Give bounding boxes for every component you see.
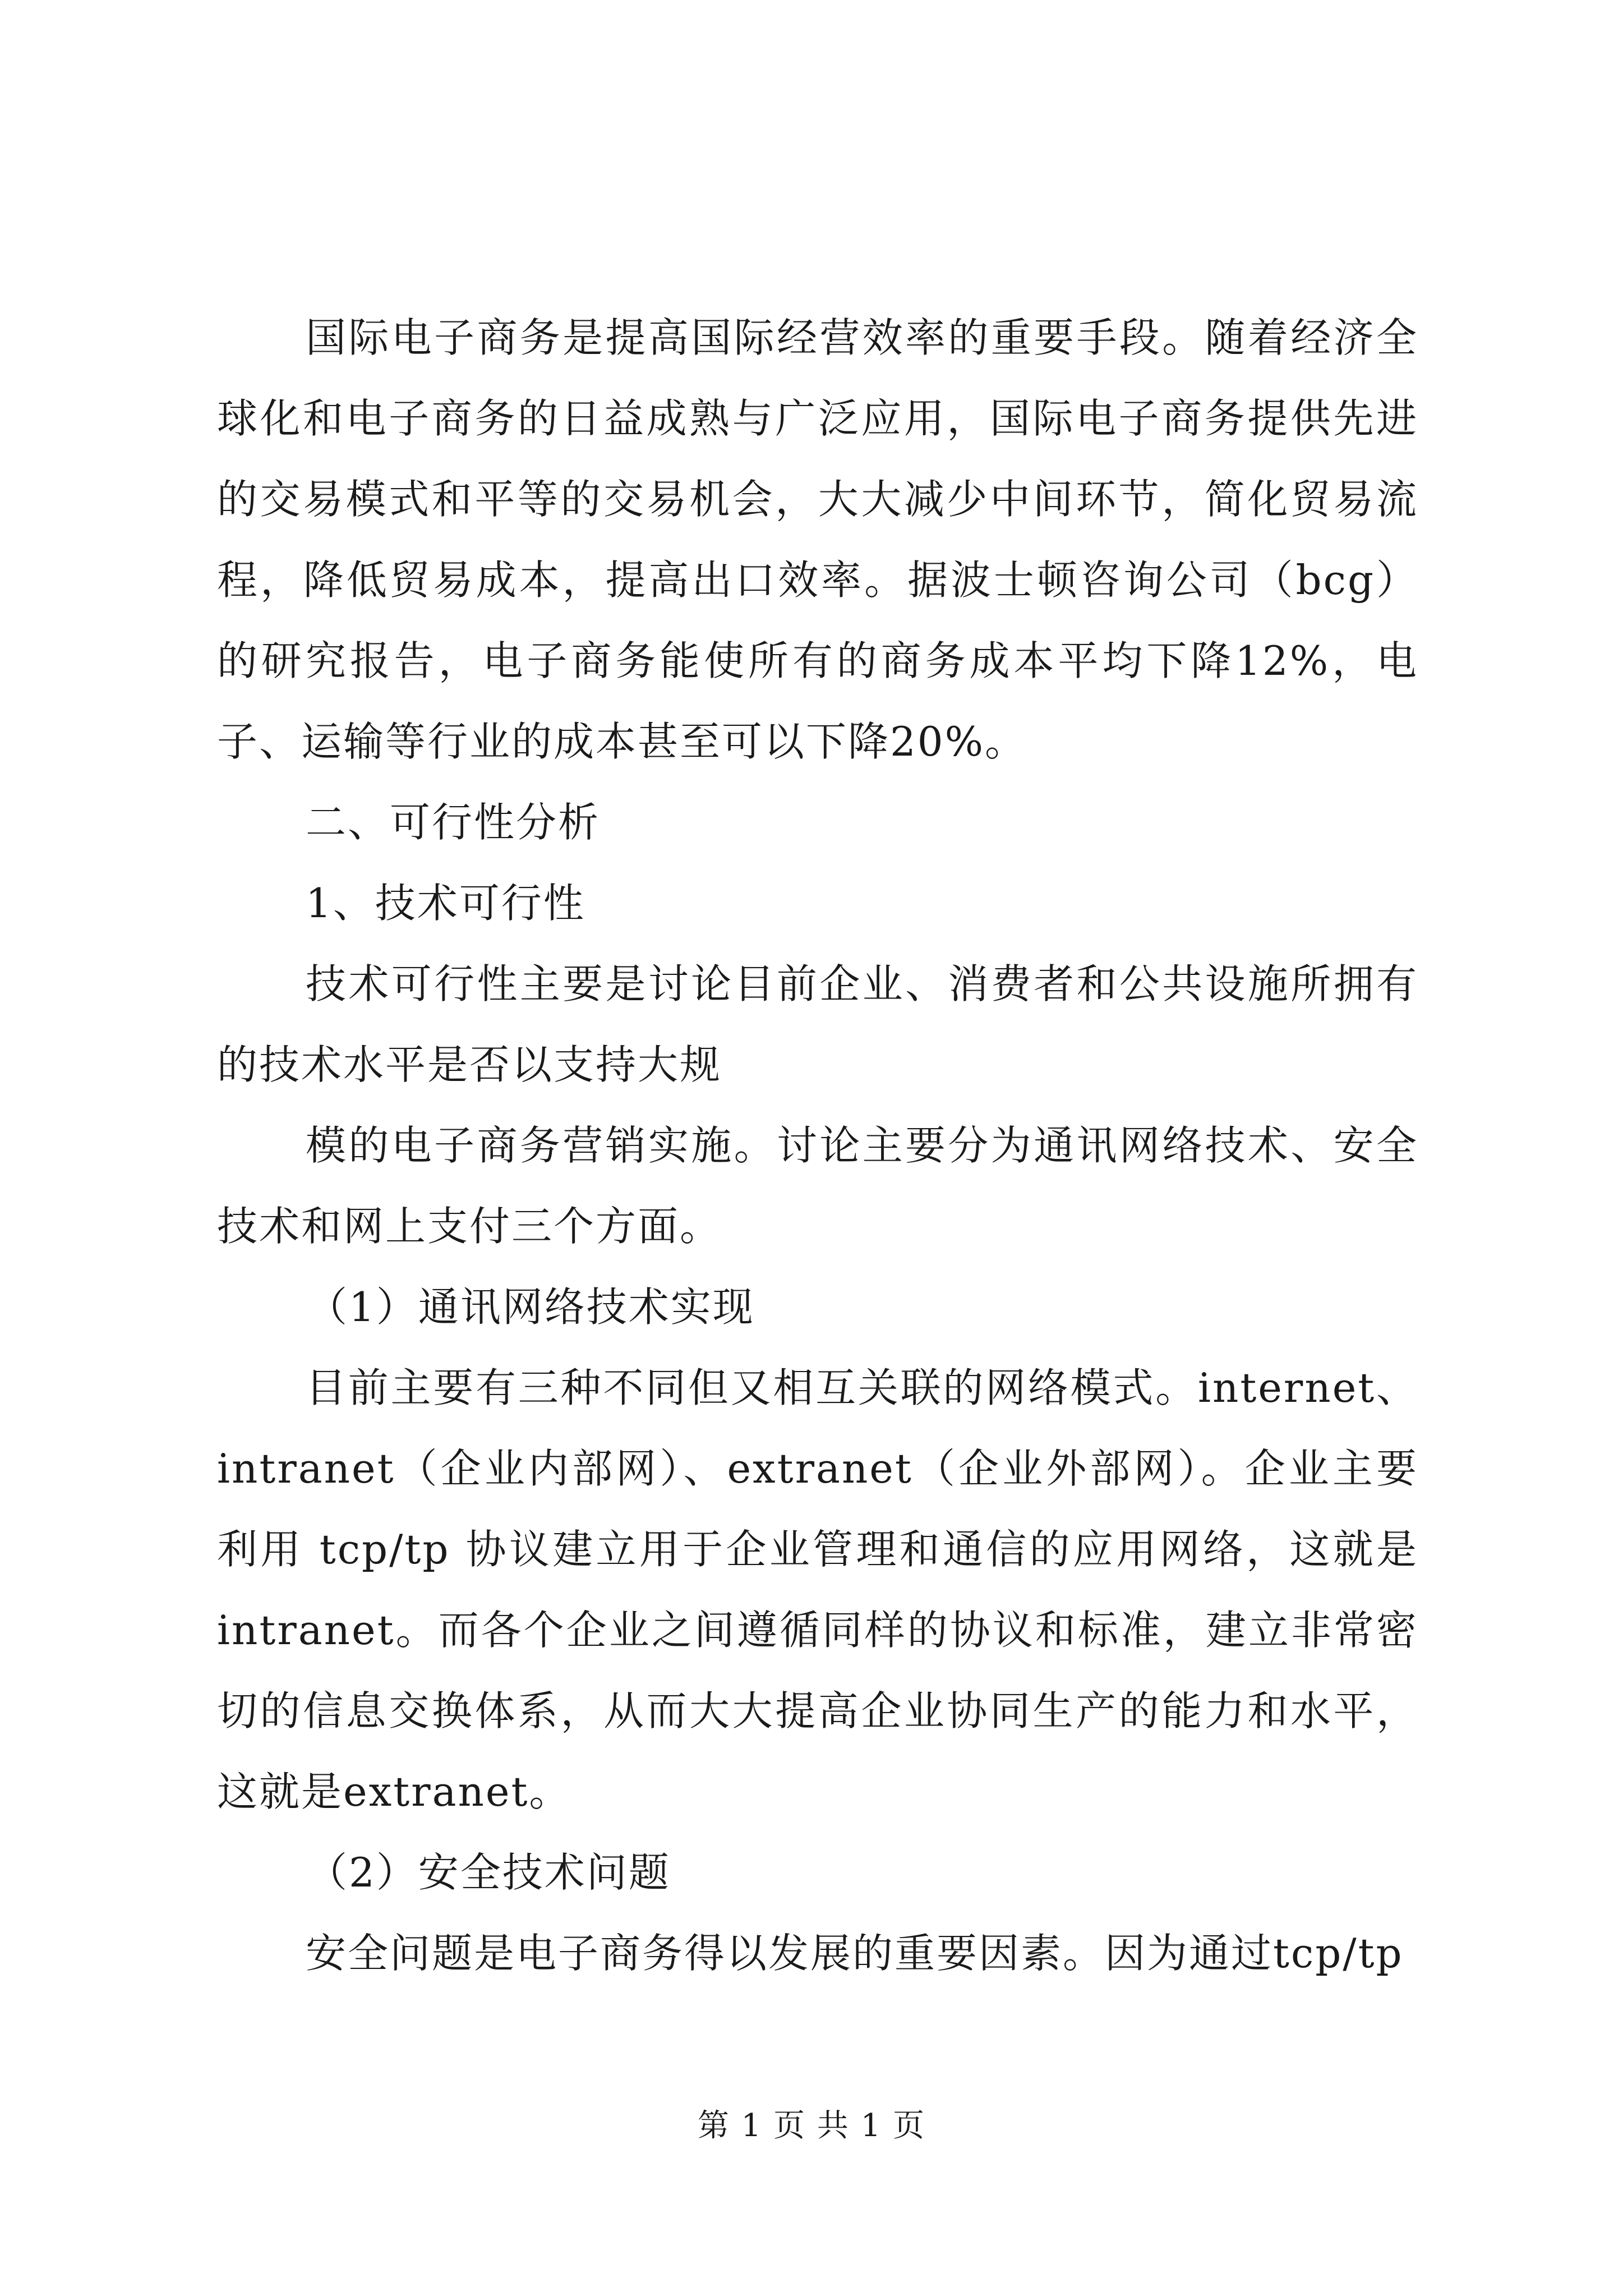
page-footer: 第 1 页 共 1 页 <box>697 2108 926 2144</box>
subsection-heading-network: （1）通讯网络技术实现 <box>307 1283 755 1331</box>
document-body <box>217 297 1418 1994</box>
subsection-heading-security: （2）安全技术问题 <box>307 1849 671 1896</box>
subsection-heading-technical: 1、技术可行性 <box>306 880 585 927</box>
paragraph-technical-1: 技术可行性主要是讨论目前企业、消费者和公共设施所拥有的技术水平是否以支持大规 <box>217 960 1418 1088</box>
paragraph-security: 安全问题是电子商务得以发展的重要因素。因为通过tcp/tp <box>306 1930 1404 1977</box>
section-heading-feasibility: 二、可行性分析 <box>306 799 601 846</box>
paragraph-technical-2: 模的电子商务营销实施。讨论主要分为通讯网络技术、安全技术和网上支付三个方面。 <box>217 1122 1418 1250</box>
paragraph-network: 目前主要有三种不同但又相互关联的网络模式。internet、intranet（企业内部网）、extranet（企业外部网）。企业主要利用 tcp/tp 协议建立用于企业管理和通信的应用网络，这就是intranet。而各个企业之间遵循同样的协议和标准，建立非常密切的信息交换体系，从而大大提高企业协同生产的能力和水平，这就是extranet。 <box>217 1364 1418 1815</box>
paragraph-intro: 国际电子商务是提高国际经营效率的重要手段。随着经济全球化和电子商务的日益成熟与广泛应用，国际电子商务提供先进的交易模式和平等的交易机会，大大减少中间环节，简化贸易流程，降低贸易成本，提高出口效率。据波士顿咨询公司（bcg）的研究报告，电子商务能使所有的商务成本平均下降12%，电子、运输等行业的成本甚至可以下降20%。 <box>217 314 1418 765</box>
